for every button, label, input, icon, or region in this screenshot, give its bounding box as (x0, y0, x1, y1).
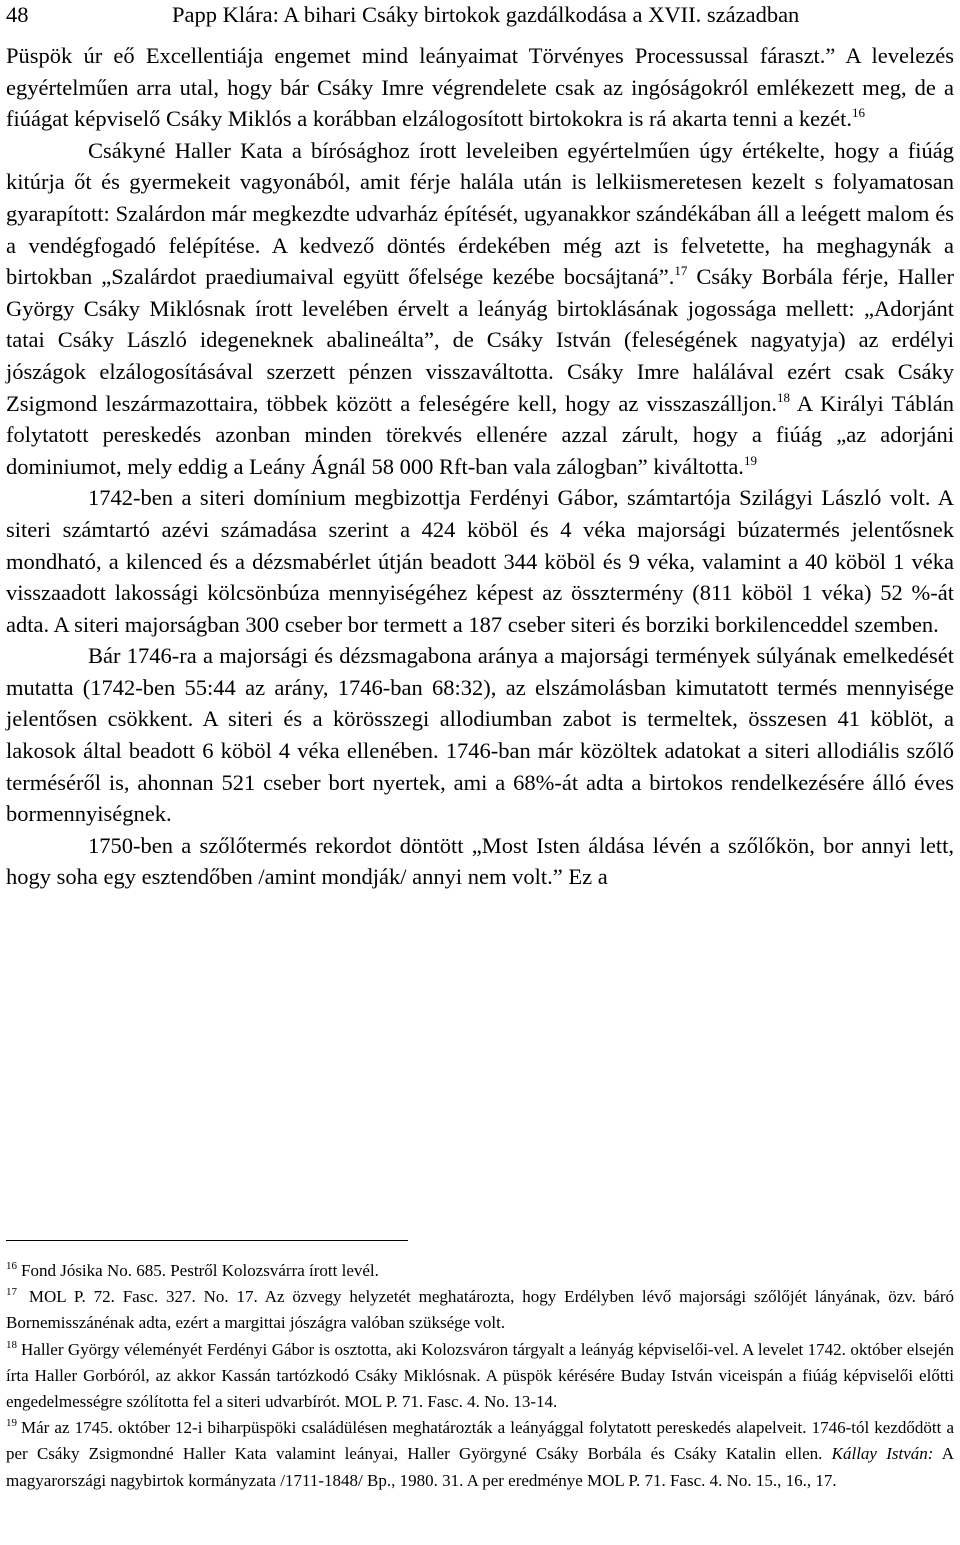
running-header (6, 0, 954, 40)
paragraph-text: Csáky Borbála férje, Haller György Csáky Miklósnak írott levelében érvelt a leányág birtoklásának jogossága mellett: „Adorjánt tatai Csáky László idegeneknek abalineálta”, de Csáky István (feleségének nagyatyja) az erdélyi jószágok elzálogosításával szerzett pénzen visszaváltotta. Csáky Imre halálával ezért csak Csáky Zsigmond leszármazottaira, többek között a feleségére kell, hogy az visszaszálljon. (6, 264, 955, 416)
footnote-text: Haller György véleményét Ferdényi Gábor is osztotta, aki Kolozsváron tárgyalt a leányág képviselői-vel. A levelet 1742. október elsején írta Haller Gorbóról, az akkor Kassán tartózkodó Csáky Miklósnak. A püspök kérésére Buday István viceispán a fiúág képviselői előtti engedelmességre szólította fel a siteri udvarbírót. MOL P. 71. Fasc. 4. No. 13-14. (6, 1339, 954, 1412)
footnote-text: MOL P. 72. Fasc. 327. No. 17. Az özvegy helyzetét meghatározta, hogy Erdélyben lévő majorsági szőlőjét lányának, özv. báró Bornemisszánénak adta, ezért a margittai jószágra valóban szüksége volt. (6, 1287, 954, 1333)
footnote (6, 1415, 954, 1494)
footnote (6, 1284, 954, 1336)
footnote-ref[interactable]: 17 (674, 263, 688, 279)
footnote-ref[interactable]: 16 (852, 105, 865, 121)
running-title: Papp Klára: A bihari Csáky birtokok gazdálkodása a XVII. században (172, 2, 800, 27)
footnote (6, 1337, 954, 1416)
paragraph-text: Püspök úr eő Excellentiája engemet mind leányaimat Törvényes Processussal fáraszt.” A levelezés egyértelműen arra utal, hogy bár Csáky Imre végrendelete csak az ingóságokról emlékezett meg, de a fiúágat képviselő Csáky Miklós a korábban elzálogosított birtokokra is rá akarta tenni a kezét. (6, 43, 954, 132)
paragraph (6, 482, 954, 640)
footnote-author: Kállay István: (831, 1444, 934, 1464)
body-text (6, 40, 954, 893)
footnote-text: A magyarországi nagybirtok kormányzata /1711-1848/ Bp., 1980. 31. A per eredménye MOL P. 71. Fasc. 4. No. 15., 16., 17. (6, 1444, 955, 1490)
paragraph-text: Csákyné Haller Kata a bírósághoz írott leveleiben egyértelműen úgy értékelte, hogy a fiúág kitúrja őt és gyermekeit vagyonából, amit férje halála után is lelkiismeretesen kezelt s folyamatosan gyarapított: Szalárdon már megkezdte udvarház építését, ugyanakkor szándékában áll a leégett malom és a vendégfogadó felépítése. A kedvező döntés érdekében még azt is felvetette, ha meghagynák a birtokban „Szalárdot praediumaival együtt őfelsége kezébe bocsájtaná”. (6, 137, 954, 290)
paragraph-text: 1750-ben a szőlőtermés rekordot döntött „Most Isten áldása lévén a szőlőkön, bor annyi lett, hogy soha egy esztendőben /amint mondják/ annyi nem volt.” Ez a (6, 832, 954, 890)
page-number: 48 (6, 2, 29, 27)
paragraph (6, 40, 954, 135)
footnote-number: 19 (6, 1417, 17, 1430)
footnote-number: 18 (6, 1338, 17, 1351)
paragraph (6, 135, 954, 483)
paragraph-text: 1742-ben a siteri domínium megbizottja Ferdényi Gábor, számtartója Szilágyi László volt. A siteri számtartó azévi számadása szerint a 424 köböl és 4 véka majorsági búzatermés jelentősnek mondható, a kilenced és a dézsmabérlet útján beadott 344 köböl és 9 véka, valamint a 40 köböl 1 véka visszaadott lakossági kölcsönbúza mennyiségéhez képest az össztermény (811 köböl 1 véka) 52 %-át adta. A siteri majorságban 300 cseber bor termett a 187 cseber siteri és borziki borkilenceddel szemben. (6, 485, 954, 637)
paragraph-text: A Királyi Táblán folytatott pereskedés azonban minden törekvés ellenére azzal zárult, hogy a fiúág „az adorjáni dominiumot, mely eddig a Leány Ágnál 58 000 Rft-ban vala zálogban” kiváltotta. (6, 390, 955, 479)
footnote (6, 1258, 954, 1284)
footnote-number: 16 (6, 1260, 17, 1272)
footnotes (6, 1258, 954, 1494)
paragraph (6, 830, 954, 893)
footnote-number: 17 (6, 1286, 17, 1299)
paragraph-text: Bár 1746-ra a majorsági és dézsmagabona aránya a majorsági termények súlyának emelkedését mutatta (1742-ben 55:44 az arány, 1746-ban 68:32), az elszámolásban kimutatott termés mennyisége jelentősen csökkent. A siteri és a körösszegi allodiumban zabot is termeltek, összesen 41 köblöt, a lakosok által beadott 6 köböl 4 véka ellenében. 1746-ban már közöltek adatokat a siteri allodiális szőlő terméséről is, ahonnan 521 cseber bort nyertek, ami a 68%-át adta a birtokos rendelkezésére álló éves bormennyiségnek. (6, 643, 954, 827)
footnote-ref[interactable]: 19 (743, 452, 757, 468)
footnote-ref[interactable]: 18 (777, 389, 791, 405)
document-page (6, 0, 954, 893)
footnote-text: Már az 1745. október 12-i biharpüspöki családülésen meghatározták a leányággal folytatott pereskedés alapelveit. 1746-tól kezdődött a per Csáky Zsigmondné Haller Kata valamint leányai, Haller Györgyné Csáky Borbála és Csáky Katalin ellen. (6, 1418, 954, 1464)
footnote-text: Fond Jósika No. 685. Pestről Kolozsvárra írott levél. (21, 1261, 379, 1280)
paragraph (6, 640, 954, 830)
footnote-divider (6, 1240, 408, 1241)
